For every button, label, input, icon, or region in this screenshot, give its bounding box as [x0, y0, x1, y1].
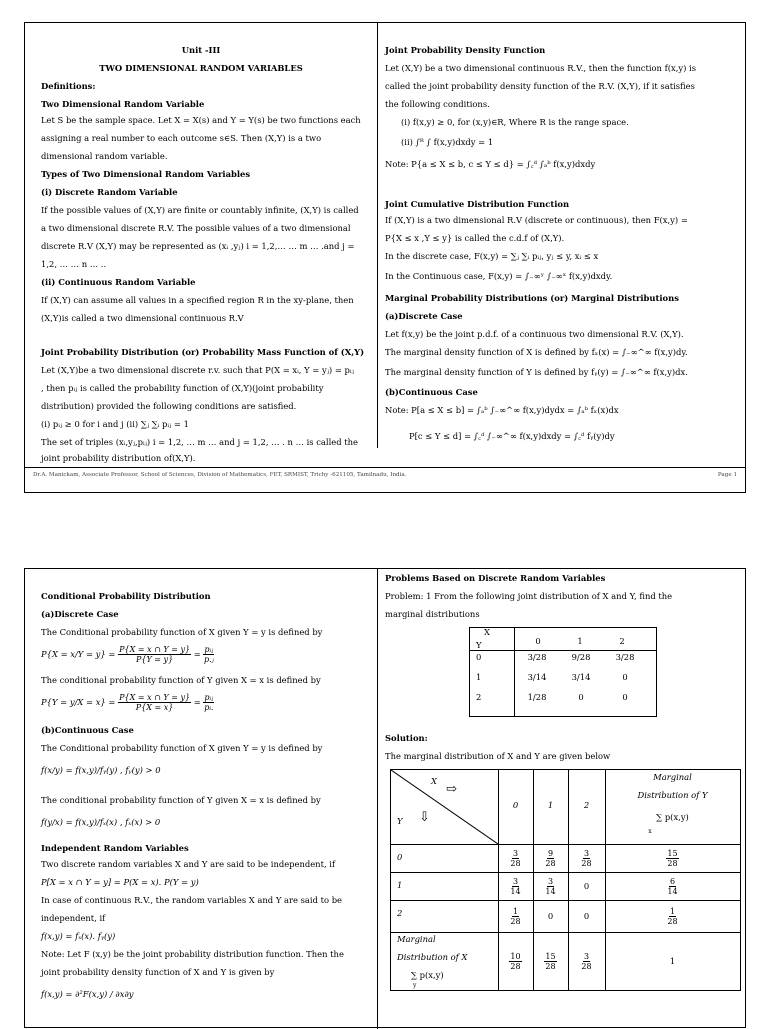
y-value: 0 [476, 652, 482, 662]
marginal-x-sum: ∑ p(x,y) [411, 970, 444, 980]
page-title: TWO DIMENSIONAL RANDOM VARIABLES [99, 63, 303, 73]
table-cell: 1/28 [527, 692, 547, 702]
numerator: 3 [547, 876, 554, 886]
page-number: Page 1 [717, 472, 737, 478]
section-heading: Joint Probability Density Function [385, 45, 546, 55]
text-line: marginal distributions [385, 609, 480, 619]
text-line: (i) f(x,y) ≥ 0, for (x,y)∈R, Where R is the range space. [401, 117, 629, 127]
equation [41, 691, 214, 713]
x-value: 1 [577, 636, 583, 646]
table-cell [498, 900, 533, 932]
marginal-y-header: Marginal [653, 772, 692, 782]
fraction [203, 693, 214, 712]
text-line: independent, if [41, 913, 106, 923]
page-footer [33, 472, 737, 478]
subsection-heading: (a)Discrete Case [41, 609, 119, 619]
text-line: In the Continuous case, F(x,y) = ∫₋∞ʸ ∫₋∞ˣ f(x,y)dxdy. [385, 271, 613, 281]
text-line: P{X ≤ x ,Y ≤ y} is called the c.d.f of (X,Y). [385, 233, 565, 243]
text-line: joint probability density function of X and Y is given by [41, 967, 275, 977]
text-line: (i) pᵢⱼ ≥ 0 for i and j (ii) ∑ⱼ ∑ᵢ pᵢⱼ = 1 [41, 419, 189, 429]
text-line: The Conditional probability function of X given Y = y is defined by [41, 743, 323, 753]
table-cell [498, 844, 533, 872]
text-line: Note: Let F (x,y) be the joint probability distribution function. Then the [41, 949, 344, 959]
text-line: Note: P[a ≤ X ≤ b] = ∫ₐᵇ ∫₋∞^∞ f(x,y)dydx = ∫ₐᵇ fₓ(x)dx [385, 405, 619, 415]
numerator: 3 [583, 951, 590, 961]
text-line: If the possible values of (X,Y) are finite or countably infinite, (X,Y) is called [41, 205, 359, 215]
table-cell: 3/14 [571, 672, 591, 682]
section-heading: Independent Random Variables [41, 843, 189, 853]
denominator: 28 [510, 916, 521, 926]
x-value: 0 [535, 636, 541, 646]
marginal-y-sum: ∑ p(x,y) [656, 812, 689, 822]
numerator: pᵢⱼ [204, 693, 214, 702]
y-label: Y [397, 816, 403, 826]
table-cell: 0 [622, 692, 628, 702]
text-line: , then pᵢⱼ is called the probability function of (X,Y)(joint probability [41, 383, 324, 393]
y-value-cell [397, 908, 402, 918]
numerator: 1 [669, 906, 676, 916]
denominator: p.ⱼ [203, 655, 214, 664]
numerator: 1 [512, 906, 519, 916]
text-line: joint probability distribution of(X,Y). [41, 453, 196, 463]
text-line: The conditional probability function of Y given X = x is defined by [41, 675, 321, 685]
text-line: Two discrete random variables X and Y are said to be independent, if [41, 859, 336, 869]
text-line: In the discrete case, F(x,y) = ∑ⱼ ∑ᵢ pᵢⱼ, yⱼ ≤ y, xᵢ ≤ x [385, 251, 599, 261]
table-cell: 0 [583, 881, 590, 891]
table-cell [533, 844, 568, 872]
denominator: P{Y = y} [136, 655, 174, 664]
text-line: The marginal distribution of X and Y are given below [385, 751, 611, 761]
table-cell: 0 [547, 911, 554, 921]
table-cell: 0 [578, 692, 584, 702]
numerator: 3 [512, 848, 519, 858]
denominator: 28 [581, 858, 592, 868]
text-line: a two dimensional discrete R.V. The possible values of a two dimensional [41, 223, 351, 233]
section-heading: Problems Based on Discrete Random Variables [385, 573, 606, 583]
footer-rule [25, 467, 745, 468]
text-line: distribution) provided the following conditions are satisfied. [41, 401, 297, 411]
equation: P[X = x ∩ Y = y] = P(X = x). P(Y = y) [41, 877, 199, 887]
arrow-right-icon: ⇨ [446, 782, 457, 797]
text-line: The marginal density function of Y is defined by fᵧ(y) = ∫₋∞^∞ f(x,y)dx. [385, 367, 688, 377]
denominator: P{X = x} [135, 703, 174, 712]
text-line: 1,2, … … n … .. [41, 259, 107, 269]
denominator: 14 [510, 886, 521, 896]
table-cell: 3/28 [527, 652, 547, 662]
x-value: 0 [512, 800, 519, 810]
equation: f(x,y) = ∂²F(x,y) / ∂x∂y [41, 989, 134, 999]
table-cell: 3/28 [615, 652, 635, 662]
equation [41, 643, 214, 665]
sum-index: x [648, 828, 652, 835]
text-line: The marginal density function of X is defined by fₓ(x) = ∫₋∞^∞ f(x,y)dy. [385, 347, 688, 357]
denominator: 28 [545, 961, 556, 971]
numerator: 9 [547, 848, 554, 858]
marginal-distribution-table [390, 769, 741, 991]
page-1 [24, 22, 746, 493]
section-heading: Two Dimensional Random Variable [41, 99, 205, 109]
text-line: Let (X,Y) be a two dimensional continuous R.V., then the function f(x,y) is [385, 63, 696, 73]
table-cell [498, 872, 533, 900]
fraction [118, 693, 191, 712]
table-cell: 0 [583, 911, 590, 921]
equals-sign: = [193, 649, 201, 659]
table-cell: 9/28 [571, 652, 591, 662]
solution-heading: Solution: [385, 733, 428, 743]
subsection-heading: (b)Continuous Case [41, 725, 134, 735]
column-divider [377, 569, 378, 1029]
denominator: 28 [510, 961, 521, 971]
denominator: 28 [667, 916, 678, 926]
x-value: 2 [583, 800, 590, 810]
text-line: The Conditional probability function of X given Y = y is defined by [41, 627, 323, 637]
subsection-heading: (b)Continuous Case [385, 387, 478, 397]
denominator: pᵢ. [204, 703, 214, 712]
fraction [118, 645, 191, 664]
text-line: assigning a real number to each outcome s∈S. Then (X,Y) is a two [41, 133, 322, 143]
x-label: X [431, 776, 437, 786]
y-value-cell [397, 852, 402, 862]
denominator: 14 [667, 886, 678, 896]
numerator: P{X = x ∩ Y = y} [119, 645, 191, 654]
y-value: 2 [476, 692, 482, 702]
subsection-heading: (a)Discrete Case [385, 311, 463, 321]
text-line: Let (X,Y)be a two dimensional discrete r.v. such that P(X = xᵢ, Y = yⱼ) = pᵢⱼ [41, 365, 354, 375]
text-line: If (X,Y) is a two dimensional R.V (discrete or continuous), then F(x,y) = [385, 215, 688, 225]
equals-sign: = [193, 697, 201, 707]
y-value: 1 [397, 880, 403, 890]
y-value-cell [397, 880, 402, 890]
numerator: pᵢⱼ [204, 645, 214, 654]
text-line: In case of continuous R.V., the random variables X and Y are said to be [41, 895, 343, 905]
equation: f(y/x) = f(x,y)/fₓ(x) , fₓ(x) > 0 [41, 817, 161, 827]
text-line: called the joint probability density function of the R.V. (X,Y), if it satisfies [385, 81, 695, 91]
table-cell [568, 844, 605, 872]
section-heading: Types of Two Dimensional Random Variables [41, 169, 251, 179]
section-heading: Marginal Probability Distributions (or) Marginal Distributions [385, 293, 679, 303]
x-label: X [484, 627, 490, 637]
text-line: Let f(x,y) be the joint p.d.f. of a continuous two dimensional R.V. (X,Y). [385, 329, 684, 339]
marginal-x-cell [533, 932, 568, 990]
text-line: The conditional probability function of Y given X = x is defined by [41, 795, 321, 805]
text-line: discrete R.V (X,Y) may be represented as (xᵢ ,yⱼ) i = 1,2,… … m … .and j = [41, 241, 355, 251]
y-value: 2 [397, 908, 403, 918]
sum-index: y [413, 982, 417, 989]
subsection-heading: (ii) Continuous Random Variable [41, 277, 196, 287]
y-value: 1 [476, 672, 482, 682]
table-cell [533, 872, 568, 900]
denominator: 28 [510, 858, 521, 868]
marginal-x-header: Marginal [397, 934, 436, 944]
text-line: The set of triples (xᵢ,yⱼ,pᵢⱼ) i = 1,2, … m … and j = 1,2, … . n … is called the [41, 437, 358, 447]
text-line: Note: P{a ≤ X ≤ b, c ≤ Y ≤ d} = ∫꜀ᵈ ∫ₐᵇ f(x,y)dxdy [385, 159, 596, 169]
equation: f(x/y) = f(x,y)/fᵧ(y) , fᵧ(y) > 0 [41, 765, 161, 775]
table-cell: 0 [622, 672, 628, 682]
x-value: 2 [619, 636, 625, 646]
text-line: If (X,Y) can assume all values in a specified region R in the xy-plane, then [41, 295, 354, 305]
numerator: 15 [667, 848, 678, 858]
subsection-heading: (i) Discrete Random Variable [41, 187, 178, 197]
marginal-x-cell [498, 932, 533, 990]
table-divider [514, 628, 515, 716]
section-heading: Joint Probability Distribution (or) Probability Mass Function of (X,Y) [41, 347, 365, 357]
denominator: 28 [667, 858, 678, 868]
numerator: 6 [669, 876, 676, 886]
numerator: 15 [545, 951, 556, 961]
column-divider [377, 23, 378, 448]
numerator: 10 [510, 951, 521, 961]
text-line: Let S be the sample space. Let X = X(s) and Y = Y(s) be two functions each [41, 115, 361, 125]
text-line: P[c ≤ Y ≤ d] = ∫꜀ᵈ ∫₋∞^∞ f(x,y)dxdy = ∫꜀ᵈ fᵧ(y)dy [409, 431, 615, 441]
section-heading: Joint Cumulative Distribution Function [385, 199, 570, 209]
numerator: 3 [512, 876, 519, 886]
numerator: 3 [583, 848, 590, 858]
y-label: Y [476, 640, 482, 650]
numerator: P{X = x ∩ Y = y} [119, 693, 191, 702]
equation-lhs: P{X = x/Y = y} = [41, 649, 116, 659]
marginal-y-cell [605, 900, 740, 932]
marginal-x-header: Distribution of X [397, 952, 468, 962]
denominator: 28 [545, 858, 556, 868]
x-value: 1 [547, 800, 554, 810]
equation: f(x,y) = fₓ(x). fᵧ(y) [41, 931, 116, 941]
text-line: the following conditions. [385, 99, 490, 109]
marginal-x-cell [568, 932, 605, 990]
diagonal-line [391, 770, 498, 844]
text-line: (ii) ∫ᴿ ∫ f(x,y)dxdy = 1 [401, 137, 494, 147]
fraction [203, 645, 214, 664]
equation-lhs: P{Y = y/X = x} = [41, 697, 116, 707]
table-cell: 3/14 [527, 672, 547, 682]
text-line: (X,Y)is called a two dimensional continuous R.V [41, 313, 244, 323]
definitions-heading: Definitions: [41, 81, 96, 91]
problem-statement: Problem: 1 From the following joint distribution of X and Y, find the [385, 591, 673, 601]
page-2 [24, 568, 746, 1028]
marginal-y-header: Distribution of Y [637, 790, 708, 800]
joint-distribution-table [469, 627, 657, 717]
text-line: dimensional random variable. [41, 151, 168, 161]
marginal-y-cell [605, 872, 740, 900]
footer-author: Dr.A. Manickam, Associate Professor, School of Sciences, Division of Mathematics, FET, SRMIST, Trichy -621105, Tamilnadu, India. [33, 472, 407, 478]
table-divider [470, 650, 656, 651]
y-value: 0 [397, 852, 403, 862]
denominator: 14 [545, 886, 556, 896]
arrow-down-icon: ⇩ [419, 810, 430, 825]
marginal-y-cell [605, 844, 740, 872]
unit-heading: Unit -III [181, 45, 221, 55]
denominator: 28 [581, 961, 592, 971]
section-heading: Conditional Probability Distribution [41, 591, 211, 601]
grand-total: 1 [669, 956, 676, 966]
